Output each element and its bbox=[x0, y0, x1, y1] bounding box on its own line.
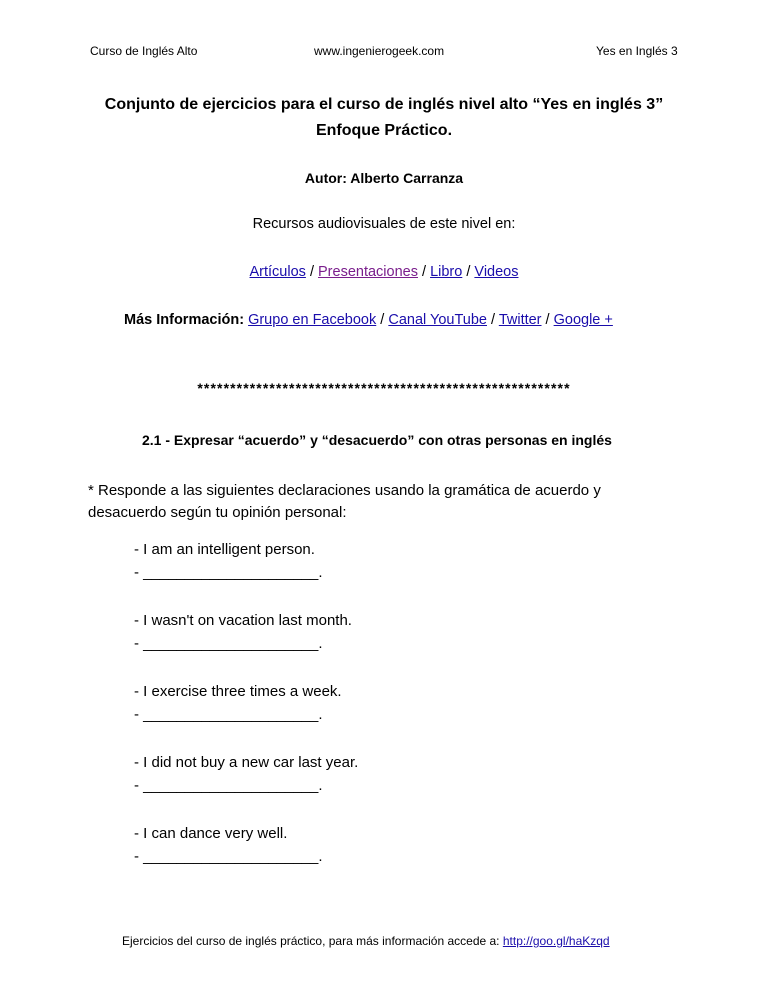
answer-blank[interactable]: - _____________________. bbox=[134, 706, 323, 723]
exercise-statement: - I did not buy a new car last year. bbox=[134, 754, 359, 771]
link-libro[interactable]: Libro bbox=[430, 264, 463, 280]
separator: / bbox=[376, 312, 389, 328]
separator: / bbox=[486, 312, 499, 328]
resources-intro: Recursos audiovisuales de este nivel en: bbox=[252, 216, 516, 232]
resources-links bbox=[0, 264, 768, 280]
exercise-statement: - I exercise three times a week. bbox=[134, 683, 342, 700]
separator: / bbox=[305, 264, 319, 280]
section-title: 2.1 - Expresar “acuerdo” y “desacuerdo” con otras personas en inglés bbox=[142, 432, 612, 448]
separator: / bbox=[417, 264, 431, 280]
author-line: Autor: Alberto Carranza bbox=[304, 170, 464, 186]
separator: / bbox=[541, 312, 554, 328]
answer-blank[interactable]: - _____________________. bbox=[134, 848, 323, 865]
link-articulos[interactable]: Artículos bbox=[249, 264, 306, 280]
header-right: Yes en Inglés 3 bbox=[596, 44, 678, 58]
link-youtube-channel[interactable]: Canal YouTube bbox=[388, 312, 487, 328]
document-title-line2: Enfoque Práctico. bbox=[315, 122, 453, 139]
instructions: * Responde a las siguientes declaraciones usando la gramática de acuerdo y desacuerdo según tu opinión personal: bbox=[88, 482, 601, 521]
footer-text: Ejercicios del curso de inglés práctico, para más información accede a: bbox=[122, 934, 503, 948]
answer-blank[interactable]: - _____________________. bbox=[134, 564, 323, 581]
link-videos[interactable]: Videos bbox=[474, 264, 519, 280]
more-info-label: Más Información: bbox=[124, 312, 245, 328]
separator: / bbox=[462, 264, 475, 280]
link-presentaciones[interactable]: Presentaciones bbox=[318, 264, 418, 280]
exercise-statement: - I wasn't on vacation last month. bbox=[134, 612, 352, 629]
link-twitter[interactable]: Twitter bbox=[498, 312, 542, 328]
footer bbox=[122, 934, 610, 948]
link-google-plus[interactable]: Google + bbox=[553, 312, 613, 328]
stars-divider: ********************************************************* bbox=[197, 380, 571, 396]
header-center: www.ingenierogeek.com bbox=[314, 44, 445, 58]
document-title-line1: Conjunto de ejercicios para el curso de inglés nivel alto “Yes en inglés 3” bbox=[104, 96, 664, 113]
header-left: Curso de Inglés Alto bbox=[90, 44, 198, 58]
exercise-statement: - I can dance very well. bbox=[134, 825, 288, 842]
footer-link[interactable]: http://goo.gl/haKzqd bbox=[502, 934, 610, 948]
answer-blank[interactable]: - _____________________. bbox=[134, 777, 323, 794]
more-info-line bbox=[124, 312, 613, 328]
link-facebook-group[interactable]: Grupo en Facebook bbox=[248, 312, 377, 328]
exercise-statement: - I am an intelligent person. bbox=[134, 541, 315, 558]
answer-blank[interactable]: - _____________________. bbox=[134, 635, 323, 652]
